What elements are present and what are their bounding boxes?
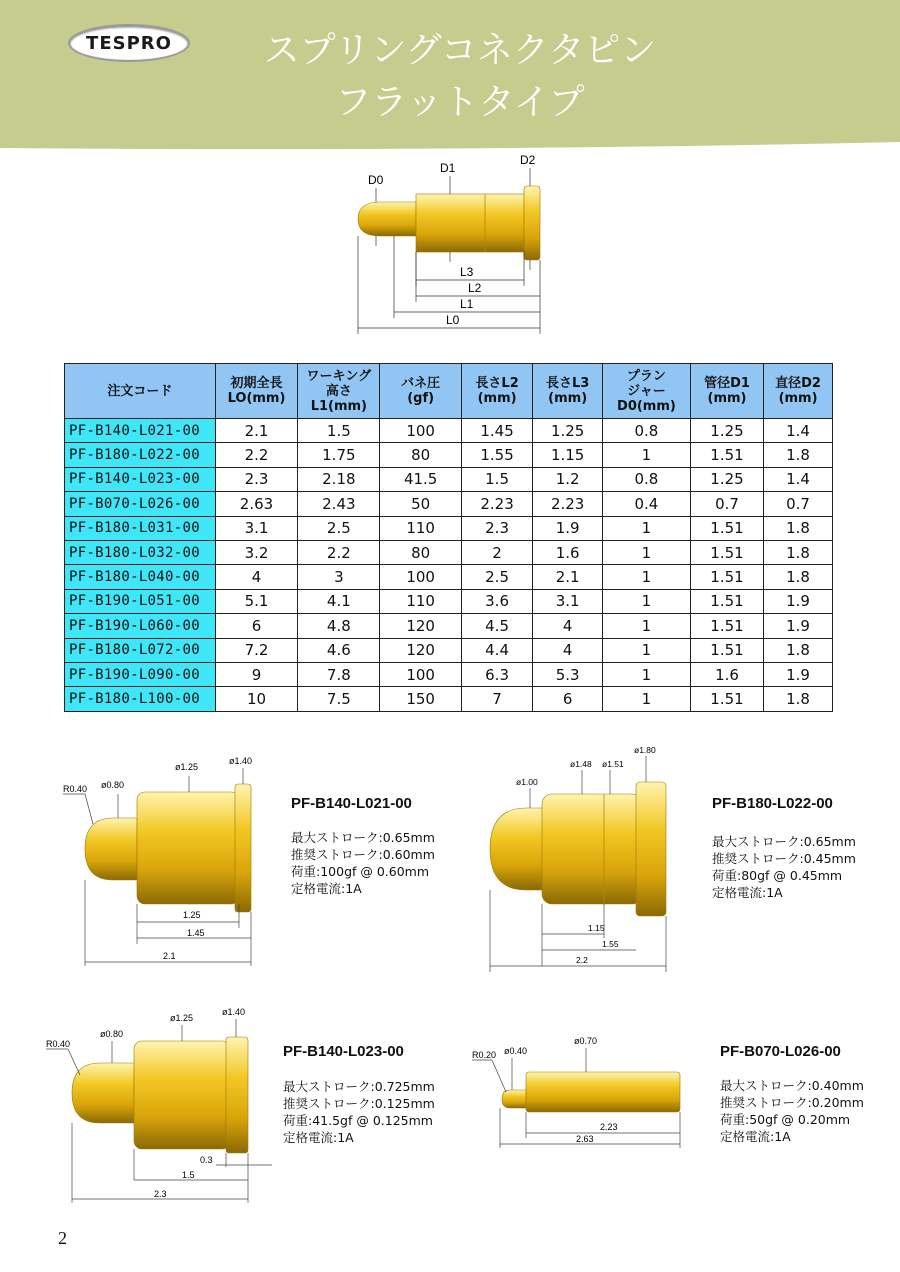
table-cell: 3.2 xyxy=(215,540,297,564)
table-cell: 7.5 xyxy=(298,687,380,711)
dim-d0: ø0.80 xyxy=(101,780,125,790)
table-cell: 2.5 xyxy=(298,516,380,540)
product-diagram-1 xyxy=(55,752,270,972)
dim-d2: ø1.40 xyxy=(229,756,253,766)
table-cell: 1.9 xyxy=(764,589,833,613)
table-row xyxy=(65,540,833,564)
table-cell: 1.6 xyxy=(533,540,603,564)
table-cell: 1.4 xyxy=(764,467,833,491)
table-cell: 2.43 xyxy=(298,492,380,516)
table-cell: 1.8 xyxy=(764,443,833,467)
table-row xyxy=(65,687,833,711)
table-cell: 100 xyxy=(380,565,461,589)
column-header xyxy=(65,364,216,419)
label-l3: L3 xyxy=(460,265,474,279)
dim-l2: 1.45 xyxy=(187,928,205,938)
table-cell: 1.6 xyxy=(690,662,763,686)
table-cell: 5.1 xyxy=(215,589,297,613)
dim-d1: ø1.25 xyxy=(170,1013,194,1023)
spec-recommended-stroke: 推奨ストローク:0.20mm xyxy=(720,1095,864,1110)
column-header-line: (gf) xyxy=(407,391,435,406)
table-cell: 1.9 xyxy=(533,516,603,540)
dim-d1: ø0.70 xyxy=(574,1036,598,1046)
table-cell: 1 xyxy=(603,565,691,589)
table-cell: 7.2 xyxy=(215,638,297,662)
table-cell: 1 xyxy=(603,687,691,711)
column-header-line: 高さ xyxy=(325,383,352,399)
table-cell: 6 xyxy=(215,614,297,638)
table-cell: 2.2 xyxy=(298,540,380,564)
table-cell: 9 xyxy=(215,662,297,686)
table-row xyxy=(65,565,833,589)
table-row xyxy=(65,638,833,662)
column-header-line: D0(mm) xyxy=(617,398,676,414)
spec-load: 荷重:41.5gf @ 0.125mm xyxy=(283,1113,433,1128)
table-cell: 2 xyxy=(461,540,532,564)
dim-d0: ø1.00 xyxy=(516,777,538,787)
table-cell: 1 xyxy=(603,516,691,540)
table-row xyxy=(65,492,833,516)
table-cell: 1.5 xyxy=(461,467,532,491)
table-cell: 1.45 xyxy=(461,419,532,443)
table-cell: 1.51 xyxy=(690,687,763,711)
table-cell: 1.51 xyxy=(690,589,763,613)
page-number: 2 xyxy=(58,1228,67,1248)
table-cell: 1.8 xyxy=(764,516,833,540)
column-header-line: (mm) xyxy=(778,391,818,406)
table-cell: 2.2 xyxy=(215,443,297,467)
table-cell: 1 xyxy=(603,638,691,662)
table-cell: 4.8 xyxy=(298,614,380,638)
dim-l2: 2.23 xyxy=(600,1122,618,1132)
table-cell: 2.3 xyxy=(461,516,532,540)
spec-load: 荷重:100gf @ 0.60mm xyxy=(291,864,430,879)
table-cell: 2.1 xyxy=(215,419,297,443)
column-header xyxy=(690,364,763,419)
table-cell: 80 xyxy=(380,443,461,467)
column-header xyxy=(298,364,380,419)
product-specs-3 xyxy=(283,1078,435,1146)
label-l1: L1 xyxy=(460,297,474,311)
dim-d0: ø0.80 xyxy=(100,1029,124,1039)
column-header-line: (mm) xyxy=(548,391,588,406)
order-code-cell: PF-B190-L060-00 xyxy=(65,614,216,638)
dim-d2: ø1.40 xyxy=(222,1007,246,1017)
table-cell: 4.1 xyxy=(298,589,380,613)
column-header-line: 長さL2 xyxy=(475,376,519,391)
table-cell: 1.8 xyxy=(764,540,833,564)
dim-l2: 1.55 xyxy=(602,939,619,949)
spec-load: 荷重:50gf @ 0.20mm xyxy=(720,1112,851,1127)
order-code-cell: PF-B140-L023-00 xyxy=(65,467,216,491)
table-row xyxy=(65,443,833,467)
table-cell: 2.5 xyxy=(461,565,532,589)
table-cell: 0.8 xyxy=(603,419,691,443)
dim-l3: 1.15 xyxy=(588,923,605,933)
table-cell: 0.8 xyxy=(603,467,691,491)
table-cell: 1.75 xyxy=(298,443,380,467)
table-cell: 0.7 xyxy=(690,492,763,516)
table-cell: 0.7 xyxy=(764,492,833,516)
dim-l0: 2.3 xyxy=(154,1189,167,1199)
table-cell: 1 xyxy=(603,540,691,564)
product-diagram-4 xyxy=(468,1030,693,1155)
column-header-line: 初期全長 xyxy=(230,376,283,391)
table-cell: 10 xyxy=(215,687,297,711)
spec-max-stroke: 最大ストローク:0.65mm xyxy=(291,830,435,845)
dim-l0: 2.2 xyxy=(576,955,588,965)
table-cell: 80 xyxy=(380,540,461,564)
table-cell: 4.5 xyxy=(461,614,532,638)
label-l0: L0 xyxy=(446,313,460,327)
product-code-1: PF-B140-L021-00 xyxy=(291,795,412,812)
page-title: スプリングコネクタピン xyxy=(263,30,657,71)
table-cell: 110 xyxy=(380,516,461,540)
column-header-line: 長さL3 xyxy=(545,376,590,391)
column-header-line: (mm) xyxy=(477,391,517,406)
dim-l3: 0.3 xyxy=(200,1155,213,1165)
table-cell: 1.8 xyxy=(764,565,833,589)
column-header-line: ジャー xyxy=(627,383,666,399)
label-d0: D0 xyxy=(368,173,384,187)
dim-l0: 2.1 xyxy=(163,951,176,961)
table-cell: 1.25 xyxy=(690,419,763,443)
order-code-cell: PF-B180-L031-00 xyxy=(65,516,216,540)
table-cell: 1.15 xyxy=(533,443,603,467)
table-cell: 1.25 xyxy=(533,419,603,443)
order-code-cell: PF-B190-L051-00 xyxy=(65,589,216,613)
table-cell: 7.8 xyxy=(298,662,380,686)
table-cell: 1 xyxy=(603,443,691,467)
dim-d1: ø1.25 xyxy=(175,762,199,772)
spec-load: 荷重:80gf @ 0.45mm xyxy=(712,868,843,883)
spec-rated-current: 定格電流:1A xyxy=(712,885,783,900)
table-row xyxy=(65,589,833,613)
product-code-3: PF-B140-L023-00 xyxy=(283,1043,404,1060)
order-code-cell: PF-B070-L026-00 xyxy=(65,492,216,516)
column-header xyxy=(603,364,691,419)
label-d1: D1 xyxy=(440,161,456,175)
table-cell: 3.1 xyxy=(215,516,297,540)
table-cell: 1 xyxy=(603,589,691,613)
table-cell: 1.8 xyxy=(764,638,833,662)
spec-recommended-stroke: 推奨ストローク:0.60mm xyxy=(291,847,435,862)
table-cell: 1.51 xyxy=(690,565,763,589)
dim-radius: R0.40 xyxy=(63,784,88,794)
column-header-line: 管径D1 xyxy=(704,376,750,391)
table-cell: 3.6 xyxy=(461,589,532,613)
table-body xyxy=(65,419,833,712)
table-cell: 50 xyxy=(380,492,461,516)
column-header xyxy=(461,364,532,419)
column-header-line: (mm) xyxy=(707,391,747,406)
spec-rated-current: 定格電流:1A xyxy=(283,1130,354,1145)
table-cell: 6 xyxy=(533,687,603,711)
dim-d1a: ø1.48 xyxy=(570,759,592,769)
table-cell: 1.8 xyxy=(764,687,833,711)
plunger-shape xyxy=(358,202,416,236)
table-cell: 0.4 xyxy=(603,492,691,516)
order-code-cell: PF-B140-L021-00 xyxy=(65,419,216,443)
table-cell: 120 xyxy=(380,638,461,662)
column-header-line: LO(mm) xyxy=(227,391,286,406)
table-cell: 110 xyxy=(380,589,461,613)
logo-text: TESPRO xyxy=(86,32,172,54)
barrel-shape xyxy=(416,194,524,252)
page-header xyxy=(0,0,900,150)
table-cell: 1.25 xyxy=(690,467,763,491)
column-header xyxy=(764,364,833,419)
product-specs-4 xyxy=(720,1077,864,1145)
table-cell: 1.55 xyxy=(461,443,532,467)
table-cell: 1.51 xyxy=(690,516,763,540)
order-code-cell: PF-B180-L032-00 xyxy=(65,540,216,564)
column-header-line: 直径D2 xyxy=(775,376,821,391)
column-header-line: L1(mm) xyxy=(310,398,367,414)
dim-l2: 1.5 xyxy=(182,1170,195,1180)
column-header-line: ワーキング xyxy=(306,368,372,384)
table-cell: 120 xyxy=(380,614,461,638)
table-cell: 4.6 xyxy=(298,638,380,662)
table-cell: 2.1 xyxy=(533,565,603,589)
flange-shape xyxy=(524,186,540,260)
table-cell: 1.5 xyxy=(298,419,380,443)
label-l2: L2 xyxy=(468,281,482,295)
product-diagram-2 xyxy=(476,744,696,974)
table-cell: 4.4 xyxy=(461,638,532,662)
table-cell: 2.18 xyxy=(298,467,380,491)
table-cell: 150 xyxy=(380,687,461,711)
dim-l0: 2.63 xyxy=(576,1134,594,1144)
table-cell: 1 xyxy=(603,614,691,638)
table-cell: 3.1 xyxy=(533,589,603,613)
table-cell: 6.3 xyxy=(461,662,532,686)
dim-d0: ø0.40 xyxy=(504,1046,528,1056)
column-header-line: 注文コード xyxy=(107,383,173,399)
product-specs-2 xyxy=(712,833,856,901)
table-cell: 4 xyxy=(533,614,603,638)
column-header-line: バネ圧 xyxy=(401,376,441,391)
table-cell: 2.63 xyxy=(215,492,297,516)
spec-recommended-stroke: 推奨ストローク:0.45mm xyxy=(712,851,856,866)
product-code-2: PF-B180-L022-00 xyxy=(712,795,833,812)
table-cell: 2.23 xyxy=(461,492,532,516)
main-pin-diagram xyxy=(340,150,560,340)
table-cell: 4 xyxy=(215,565,297,589)
dim-d2: ø1.80 xyxy=(634,745,656,755)
spec-max-stroke: 最大ストローク:0.65mm xyxy=(712,834,856,849)
column-header xyxy=(533,364,603,419)
table-cell: 1.9 xyxy=(764,662,833,686)
order-code-cell: PF-B190-L090-00 xyxy=(65,662,216,686)
dim-radius: R0.20 xyxy=(472,1050,497,1060)
label-d2: D2 xyxy=(520,153,536,167)
table-cell: 100 xyxy=(380,419,461,443)
table-cell: 1.51 xyxy=(690,540,763,564)
order-code-cell: PF-B180-L022-00 xyxy=(65,443,216,467)
table-cell: 1.9 xyxy=(764,614,833,638)
spec-recommended-stroke: 推奨ストローク:0.125mm xyxy=(283,1096,435,1111)
dim-l3: 1.25 xyxy=(183,910,201,920)
table-cell: 2.23 xyxy=(533,492,603,516)
spec-max-stroke: 最大ストローク:0.725mm xyxy=(283,1079,435,1094)
product-specs-1 xyxy=(291,829,435,897)
spec-table xyxy=(64,363,833,712)
table-cell: 1.51 xyxy=(690,443,763,467)
table-cell: 4 xyxy=(533,638,603,662)
table-row xyxy=(65,662,833,686)
spec-rated-current: 定格電流:1A xyxy=(291,881,362,896)
page-subtitle: フラットタイプ xyxy=(335,82,585,123)
order-code-cell: PF-B180-L072-00 xyxy=(65,638,216,662)
table-header-row xyxy=(65,364,833,419)
order-code-cell: PF-B180-L100-00 xyxy=(65,687,216,711)
table-row xyxy=(65,614,833,638)
column-header-line: プラン xyxy=(626,368,666,384)
product-diagram-3 xyxy=(42,1005,282,1210)
table-cell: 5.3 xyxy=(533,662,603,686)
table-cell: 7 xyxy=(461,687,532,711)
product-code-4: PF-B070-L026-00 xyxy=(720,1043,841,1060)
table-row xyxy=(65,419,833,443)
table-cell: 41.5 xyxy=(380,467,461,491)
table-cell: 1 xyxy=(603,662,691,686)
column-header xyxy=(380,364,461,419)
table-cell: 3 xyxy=(298,565,380,589)
table-row xyxy=(65,467,833,491)
order-code-cell: PF-B180-L040-00 xyxy=(65,565,216,589)
table-cell: 1.4 xyxy=(764,419,833,443)
table-cell: 1.51 xyxy=(690,638,763,662)
table-cell: 2.3 xyxy=(215,467,297,491)
table-cell: 1.51 xyxy=(690,614,763,638)
dim-radius: R0.40 xyxy=(46,1039,71,1049)
table-cell: 100 xyxy=(380,662,461,686)
dim-d1b: ø1.51 xyxy=(602,759,624,769)
column-header xyxy=(215,364,297,419)
spec-max-stroke: 最大ストローク:0.40mm xyxy=(720,1078,864,1093)
spec-rated-current: 定格電流:1A xyxy=(720,1129,791,1144)
table-cell: 1.2 xyxy=(533,467,603,491)
table-row xyxy=(65,516,833,540)
